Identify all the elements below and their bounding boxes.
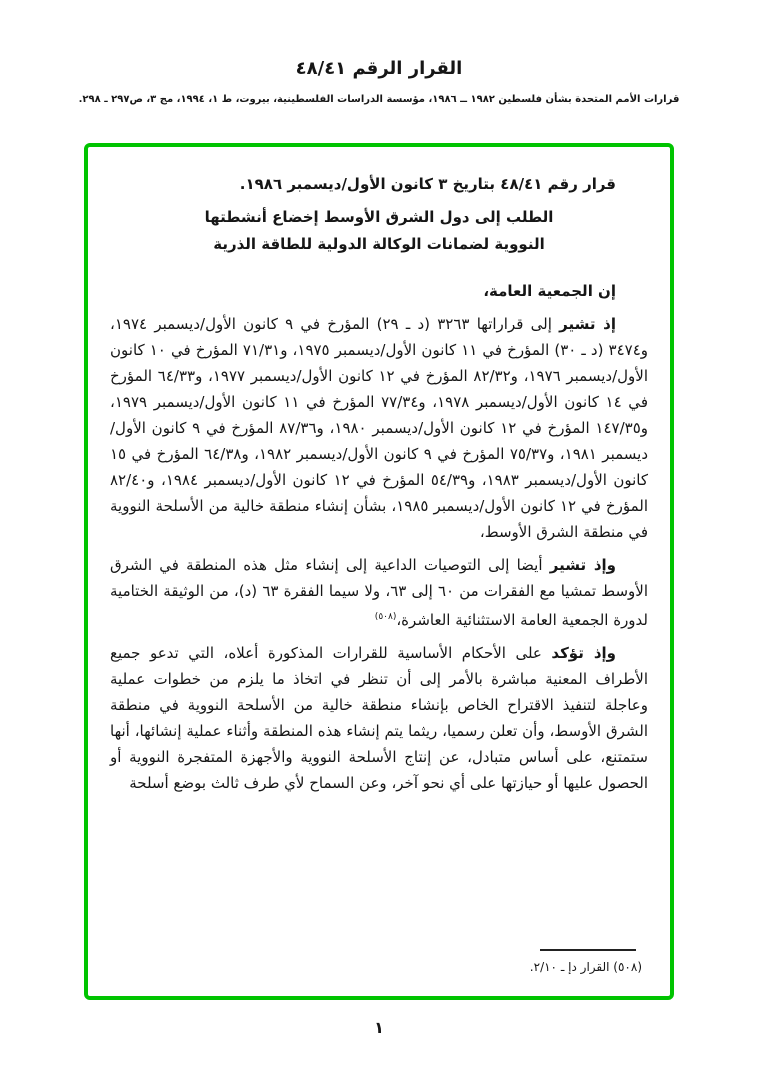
resolution-subtitle-line2: النووية لضمانات الوكالة الدولية للطاقة الذرية [213, 235, 545, 253]
paragraph-lead: وإذ تؤكد [551, 644, 616, 662]
paragraph-text: أيضا إلى التوصيات الداعية إلى إنشاء مثل هذه المنطقة في الشرق الأوسط تمشيا مع الفقرات من ٦٠ إلى ٦٣، ولا سيما الفقرة ٦٣ (د)، من الوثيقة الختامية لدورة الجمعية العامة الاستثنائية العاشرة، [110, 556, 648, 629]
resolution-subtitle-line1: الطلب إلى دول الشرق الأوسط إخضاع أنشطتها [204, 208, 554, 226]
footnote: (٥٠٨) القرار دإ ـ ٢/١٠. [529, 960, 642, 974]
footnote-separator [540, 949, 636, 951]
paragraph-lead: إذ تشير [559, 315, 617, 333]
paragraph-lead: وإذ تشير [549, 556, 616, 574]
resolution-paragraph-2 [110, 552, 648, 633]
resolution-heading: قرار رقم ٤٨/٤١ بتاريخ ٣ كانون الأول/ديسمبر ١٩٨٦. [239, 175, 616, 193]
footnote-reference: (٥٠٨) [374, 612, 397, 622]
paragraph-text: إلى قراراتها ٣٢٦٣ (د ـ ٢٩) المؤرخ في ٩ كانون الأول/ديسمبر ١٩٧٤، و٣٤٧٤ (د ـ ٣٠) المؤرخ في ١١ كانون الأول/ديسمبر ١٩٧٥، و٧١/٣١ المؤرخ في ١٠ كانون الأول/ديسمبر ١٩٧٦، و٨٢/٣٢ المؤرخ في ١٢ كانون الأول/ديسمبر ١٩٧٧، و٦٤/٣٣ المؤرخ في ١٤ كانون الأول/ديسمبر ١٩٧٨، و٧٧/٣٤ المؤرخ في ١١ كانون الأول/ديسمبر ١٩٧٩، و١٤٧/٣٥ المؤرخ في ١٢ كانون الأول/ديسمبر ١٩٨٠، و٨٧/٣٦ المؤرخ في ٩ كانون الأول/ديسمبر ١٩٨١، و٧٥/٣٧ المؤرخ في ٩ كانون الأول/ديسمبر ١٩٨٢، و٦٤/٣٨ المؤرخ في ١٥ كانون الأول/ديسمبر ١٩٨٣، و٥٤/٣٩ المؤرخ في ١٢ كانون الأول/ديسمبر ١٩٨٤، و٨٢/٤٠ المؤرخ في ١٢ كانون الأول/ديسمبر ١٩٨٥، بشأن إنشاء منطقة خالية من الأسلحة النووية في منطقة الشرق الأوسط، [110, 315, 649, 541]
resolution-paragraph-1 [110, 311, 648, 545]
resolution-paragraph-3 [110, 640, 648, 796]
paragraph-text: على الأحكام الأساسية للقرارات المذكورة أعلاه، التي تدعو جميع الأطراف المعنية مباشرة بالأمر إلى أن تنظر في اتخاذ ما يلزم من خطوات عملية وعاجلة لتنفيذ الاقتراح الخاص بإنشاء منطقة خالية من الأسلحة النووية في منطقة الشرق الأوسط، وأن تعلن رسميا، ريثما يتم إنشاء هذه المنطقة وأثناء عملية إنشائها، أنها ستمتنع، على أساس متبادل، عن إنتاج الأسلحة النووية والأجهزة المتفجرة النووية أو الحصول عليها أو حيازتها على أي نحو آخر، وعن السماح لأي طرف ثالث بوضع أسلحة [110, 644, 648, 792]
footnote-block [110, 949, 642, 976]
page-number: ١ [374, 1018, 384, 1037]
source-citation: قرارات الأمم المتحدة بشأن فلسطين ١٩٨٢ ــ ١٩٨٦، مؤسسة الدراسات الفلسطينية، بيروت، ط ١، ١٩٩٤، مج ٣، ص٢٩٧ ـ ٢٩٨. [78, 94, 680, 105]
page-title: القرار الرقم ٤٨/٤١ [295, 58, 463, 79]
resolution-opening: إن الجمعية العامة، [483, 282, 616, 300]
resolution-frame [84, 143, 674, 1000]
